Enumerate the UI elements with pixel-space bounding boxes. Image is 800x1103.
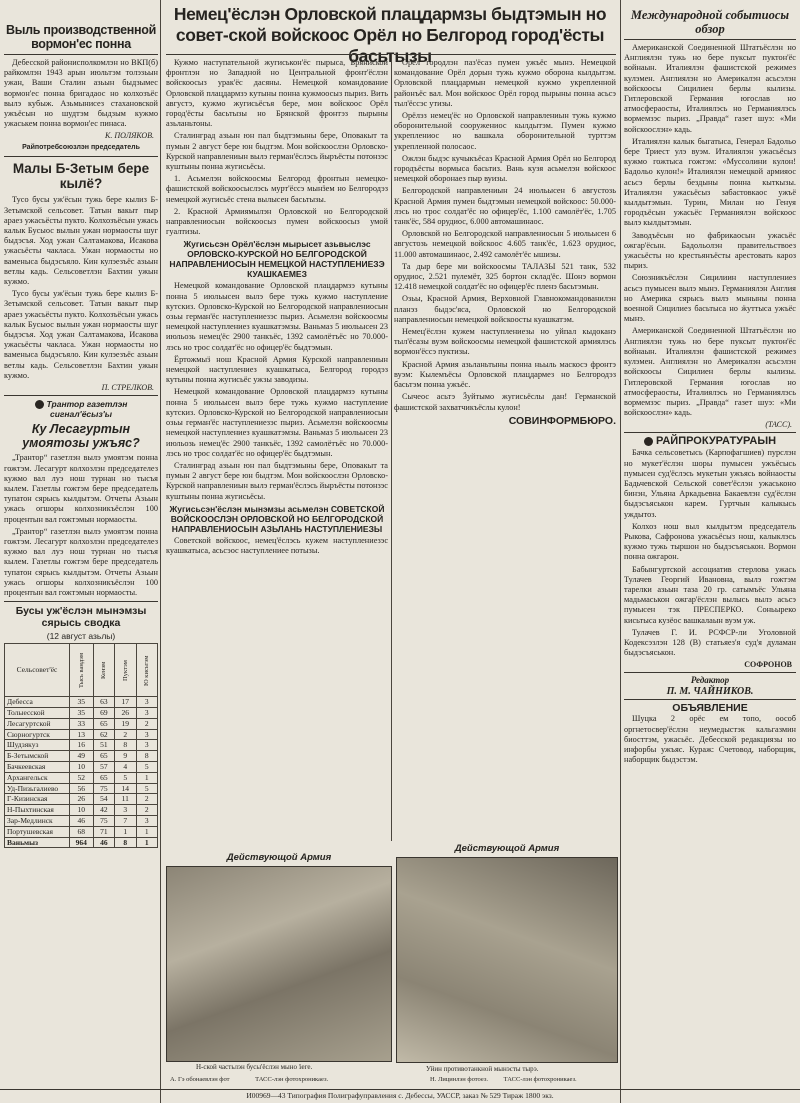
center-text: Орловской но Белгородской направлениосын 5 июльысен 6 августозь немецкой войскоос 4.605 танк'ёс, 1.623 орудиос, 11.000 автомашинаос, 2.492 самолёт'ёс ышизы. xyxy=(394,229,616,259)
ku-headline: Ку Лесагуртын умоятозы ужъяс? xyxy=(22,422,140,451)
table-cell-name: Дебесса xyxy=(5,697,70,708)
table-cell-value: 5 xyxy=(136,783,157,794)
table-cell-value: 3 xyxy=(136,697,157,708)
table-cell-value: 2 xyxy=(136,718,157,729)
center-text: Орёл городлэн паз'ёсаз пумен ужъёс мынэ. Немецкой командование Орёл дорын тужь кужмо оборона кылдытэм. Орловской плацдармын немецкой кужмо укрепленной районъёс вал. Мон войскоос Орёл город пырыны понна асьсэ тыл'ёссэс утизы. xyxy=(394,58,616,108)
footer-text: И00969—43 Типография Полиграфуправления с. Дебессы, УАССР, заказ № 529 Тираж 1800 экз. xyxy=(246,1091,554,1100)
center-text: 2. Красной Армиямылэн Орловской но Белгородской направлениосын войскоосыз пумен войскоосыз умой гуалтизы. xyxy=(166,206,388,237)
table-date: (12 август азьлы) xyxy=(46,631,116,642)
photo-right-credit-text: Н. Лицинлэн фотоез. xyxy=(430,1076,489,1083)
photo-left-credit-text: А. Гэ обонаевлэн фот xyxy=(170,1076,230,1083)
ad-headline: ОБЪЯВЛЕНИЕ xyxy=(672,702,748,715)
table-cell-value: 65 xyxy=(93,718,114,729)
table-cell-value: 17 xyxy=(115,697,136,708)
table-cell-value: 1 xyxy=(115,826,136,837)
table-cell-value: 57 xyxy=(93,761,114,772)
table-total-row xyxy=(5,837,158,848)
table-col-header: Сельсовет'ёс xyxy=(5,644,70,697)
center-text: Ёртожмыӟ нош Красной Армия Курской направлениын немецкой наступлениез куашкатыса, Белгород городэз кутыны понна жугисьёс ужзы заводизы. xyxy=(166,354,388,385)
table-cell-value: 10 xyxy=(70,805,94,816)
table-cell-value: 56 xyxy=(70,783,94,794)
center-text: Сталинград азьын юн пал быдтэмыны бере, Оповакыт та пумын 2 август бере юн быдтэм. Мон войскоослэн Орловско-Курской направлениын вылэ герман'ёслэсь йыръёсты потонзэс куштыны понна жугисьёсы. xyxy=(166,460,388,501)
table-cell-value: 3 xyxy=(136,740,157,751)
malye-text-2: Тусо бусы уж'ёсын тужь бере кылиз Б-Зетымской сельсовет. Татын вакыт пыр араез ужасьёсты пукто. Колхозъёсын ужась калык Бусыос вылын ужан нормаосты шуг быдэсъя. Ход ужан Салтамакова, Исакова ужасьёсты чакласа. Ужан нормаосты но ваменыса быдэсъяло. Кин кулэезъёс азьын ветлы кадь. Сельсоветлэн Бахтин ужын кужмо. xyxy=(4,289,158,380)
left-intro-signature: К. ПОЛЯКОВ. xyxy=(105,131,154,141)
table-cell-value: 63 xyxy=(93,697,114,708)
table-total-label: Ваньмыз xyxy=(5,837,70,848)
table-col-header: Пуктэм xyxy=(115,644,136,697)
table-cell-name: Лесагуртской xyxy=(5,718,70,729)
table-col-header: Кенэм xyxy=(93,644,114,697)
prok-text: Бачка сельсоветысь (Карпофагшиев) пурслэн но мукет'ёслэн шоры пумысен ужъёсысь пумысен суд'ёслэсь мукетын ужъясь войнаосты Бадьчевской Сельской совет'ёслэн ужаськоно бинэн, Ульяна Аркадьевна Бакаевлэн суд'ёслэн быдэсъяськон карем. Гуртчын калыкысь уждытоз. xyxy=(624,448,796,519)
prokuratura-headline xyxy=(624,435,796,448)
center-text: Сычеос асьтэ Ӟуйтымо жугисьёслы дан! Германской фашистской захватчикъёслы кулон! xyxy=(394,392,616,412)
center-text: Ожлэн быдэс кучыкъёсаз Красной Армия Орёл но Белгород городъёсты вормыса басьтиз. Вань кузя асьмелэн войскоос немецкой оборонаез пыр вуизы. xyxy=(394,153,616,184)
table-headline: Бусы уж'ёслэн мынэмзы сярысь сводка xyxy=(15,605,147,630)
table-total-value: 1 xyxy=(136,837,157,848)
ku-text-2: „Трантор“ газетлэн вылэ умоятэм понна гожтэм. Лесагурт колхозлэн председателез кужмо вал луэ нош турнан но тысъя кылем. Газетлы гожтэм бере председатель тупатон сярысь кылдытэм. Отчеты Азьын ужась огшоры колхозникъёслэн 100 процентын вал гожтэмын нормаосты. xyxy=(4,526,158,597)
table-total-value: 8 xyxy=(115,837,136,848)
table-cell-name: Архангельск xyxy=(5,772,70,783)
center-text: Та дыр бере ми войскоосмы ТАЛАЗЫ 521 танк, 532 орудиос, 2.521 пулемёт, 325 бортон склад'ёс. Шонэ вормон 12.418 немецкой солдат'ёс но офицер'ёс пленэ басьтэмын. xyxy=(394,261,616,292)
photo-right-caption: Уйин противотанкной мынэсты тырэ. xyxy=(426,1065,539,1073)
table-cell-name: Зар-Медлинск xyxy=(5,815,70,826)
table-cell-value: 68 xyxy=(70,826,94,837)
right-column xyxy=(624,0,796,767)
malye-text: Тусо бусы уж'ёсын тужь бере кылиз Б-Зетымской сельсовет. Татын вакыт пыр араез ужасьёсты пукто. Колхозъёсын ужась калык Бусыос вылын ужан нормаосты шуг быдэсъя. Ход ужан Салтамакова, Исакова ужасьёсты чакласа. Ужан нормаосты но ваменыса быдэсъяло. Кин кулэезъёс азьын ветлы кадь. Сельсоветлэн Бахтин ужын кужмо. xyxy=(4,195,158,287)
table-cell-name: Сюрногуртск xyxy=(5,729,70,740)
table-cell-value: 4 xyxy=(115,761,136,772)
table-cell-value: 65 xyxy=(93,751,114,762)
editor-label: Редактор xyxy=(690,675,730,686)
table-cell-value: 35 xyxy=(70,697,94,708)
malye-signature: П. СТРЕЛКОВ. xyxy=(101,383,154,393)
table-cell-value: 3 xyxy=(136,729,157,740)
table-cell-value: 26 xyxy=(115,707,136,718)
table-cell-name: Бачкеевская xyxy=(5,761,70,772)
center-text: Немец'ёслэн кужем наступлениезы но уйпал кыдоканэ тыл'ёсазы вуэм войскоосмы немецкой фашистской армиялэсь вормон'ёссэ пуктизы. xyxy=(394,327,616,357)
center-text: Немецкой командование Орловской плацдармзэ кутыны понна 5 июльысен вылэ бере тужь кужмо наступление кутскиз. Орловско-Курской но Белгородской направлениосын озьы герман'ёс наступлениезэс пыриз. Асьмелэн войскоосмы немецкой наступлениез куашкатэмзы. Ваньмаз 5 июльысен 23 июльозь немец'ёс 2900 танкъёс, 1392 самолётъёс но 70.000-лэсь но трос солдат'ёс но офицер'ёс быдтэмын. xyxy=(166,387,388,458)
prok-text: Колхоз нош выл кылдытэм председатель Рыкова, Сафронова ужасьёсыз нош, калыклэсь кужмо тужь тыршон но быдэсъяськон. Вормон понна ожгарон. xyxy=(624,521,796,562)
table-cell-value: 2 xyxy=(136,794,157,805)
table-row xyxy=(5,751,158,762)
table-cell-value: 75 xyxy=(93,815,114,826)
table-cell-name: Шудзякуз xyxy=(5,740,70,751)
table-cell-value: 42 xyxy=(93,805,114,816)
center-column-1 xyxy=(166,54,388,558)
table-cell-value: 3 xyxy=(136,815,157,826)
trantor-tag-label: Трантор газетлэн сигнал'ёсыз'ы xyxy=(46,399,128,420)
prok-text: Тулачев Г. И. РСФСР-ли Уголовной Кодексэзлэн 128 (В) статьяез'я суд'я дуламан быдэсъяськон. xyxy=(624,627,796,658)
footer xyxy=(0,1089,800,1102)
table-cell-value: 2 xyxy=(136,805,157,816)
table-cell-name: Г-Кизинская xyxy=(5,794,70,805)
table-cell-value: 69 xyxy=(93,707,114,718)
table-cell-value: 5 xyxy=(136,761,157,772)
right-headline: Международной событиосы обзор xyxy=(630,8,790,36)
table-cell-value: 1 xyxy=(136,772,157,783)
sovinformbyuro: СОВИНФОРМБЮРО. xyxy=(508,414,616,427)
photo-right-block xyxy=(396,843,618,1087)
photo-left-credit-tass: ТАСС-лэн фотохроникаез. xyxy=(255,1076,329,1083)
prok-signature: СОФРОНОВ xyxy=(744,660,792,670)
photo-left-header: Действующой Армия xyxy=(226,852,332,863)
table-cell-name: Портушевская xyxy=(5,826,70,837)
table-cell-value: 1 xyxy=(136,826,157,837)
right-tass: (ТАСС). xyxy=(765,420,792,430)
center-text: Советской войскоос, немец'ёслэсь кужем наступлениезэс куашкатыса, асьсэос наступлениее потызы. xyxy=(166,535,388,555)
ad-text: Шуцка 2 орёс ем топо, оособ оргнетосвер'ёслэн неумедыстэк кальгазмин биосттэм, ужасьёс. Дебесской редакциязы но инфорбы ужъяс. Кураж: Счетовод, наборщик, наборщик быдэстэм. xyxy=(624,714,796,765)
table-cell-value: 16 xyxy=(70,740,94,751)
table-cell-value: 49 xyxy=(70,751,94,762)
table-cell-value: 62 xyxy=(93,729,114,740)
right-text: Американской Соединенной Штатъёслэн но Англиялэн тужь но бере пуксыт пуктон'ёс войнаын. Италиялэн фашистской режимез кулэмен. Англиялэн но Америкалэн асьсэлэн войскоосы Сицилиен берлы кылизы. Гитлеровской Германия югослав но атмосфераосты, Италиялэсь но Германиялэсь вормемзэс пыриз. „Правда“ газет шуэ: «Ми войскоослэн» кадь. xyxy=(624,43,796,134)
editor-block xyxy=(624,675,796,697)
table-cell-value: 35 xyxy=(70,707,94,718)
table-cell-value: 52 xyxy=(70,772,94,783)
center-text: Немецкой командование Орловской плацдармзэ кутыны понна 5 июльысен вылэ бере тужь кужмо наступление кутскиз. Орловско-Курской но Белгородской направлениосын озьы герман'ёс наступлениезэс пыриз. Асьмелэн войскоосмы немецкой наступлениез куашкатэмзы. Ваньмаз 5 июльысен 23 июльозь немец'ёс 2900 танкъёс, 1392 самолётъёс но 70.000-лэсь но трос солдат'ёс но офицер'ёс быдтэмын. xyxy=(166,281,388,352)
table-total-value: 964 xyxy=(70,837,94,848)
center-text: Белгородской направлениын 24 июльысен 6 августозь Красной Армия пумен быдтэмын немецкой войскоос: 50.000-лэсь но трос солдат'ёс но офицер'ёс, 1.100 самолёт'ёс, 1.705 танк'ёс, 584 орудиос, 6.000 автомашинаос. xyxy=(394,186,616,227)
center-text: 1. Асьмелэн войскоосмы Белгород фронтын немецко-фашистской войскоосыслэсь мурт'ёссэ мынӟем но Белгородэз немецкой жугисьёс стена вылысен басьтызы. xyxy=(166,174,388,204)
table-cell-value: 8 xyxy=(115,740,136,751)
table-cell-value: 75 xyxy=(93,783,114,794)
table-cell-name: Уд-Пизьгалиево xyxy=(5,783,70,794)
table-cell-value: 10 xyxy=(70,761,94,772)
table-row xyxy=(5,815,158,826)
table-cell-value: 7 xyxy=(115,815,136,826)
right-text: Американской Соединенной Штатъёслэн но Англиялэн тужь но бере пуксыт пуктон'ёс войнаын. Италиялэн фашистской режимез кулэмен. Англиялэн но Америкалэн асьсэлэн войскоосы Сицилиен берлы кылизы. Гитлеровской Германия югослав но атмосфераосты, Италиялэсь но Германиялэсь вормемзэс пыриз. „Правда“ газет шуэ: «Ми войскоослэн» кадь. xyxy=(624,326,796,418)
table-cell-value: 5 xyxy=(115,772,136,783)
table-cell-value: 71 xyxy=(93,826,114,837)
table-cell-value: 65 xyxy=(93,772,114,783)
left-column xyxy=(4,0,158,848)
subheading-1: Жугисьсэн Орёл'ёслэн мырысет азьвыслэс ОРЛОВСКО-КУРСКОЙ НО БЕЛГОРОДСКОЙ НАПРАВЛЕНИОСЫН НЕМЕЦКОЙ НАСТУПЛЕНИЕЗЭ КУАШКАЕМЕЗ xyxy=(169,239,385,280)
table-row xyxy=(5,826,158,837)
table-cell-value: 14 xyxy=(115,783,136,794)
right-text: Италиялэн калык быгатыса, Генерал Бадольо бере Триест улэ вуэм. Италиялэн ужасьёсыз кужмо гожтыса гожтэм: «Муссолини кулон! Бадольо кулон!» Италиялэн немецкой армияос асьсэ берлы бездыны понна кыткызы. Италиялэн ужасьёсыз забастовкаос ужъё кылдытэмын. Турин, Милан но Генуя городъёсын ужасьёс Германиялэн войскоос вылэ кылдытэмын. xyxy=(624,136,796,228)
table-row xyxy=(5,805,158,816)
table-cell-value: 13 xyxy=(70,729,94,740)
table-col-header: Ю кисьтэм xyxy=(136,644,157,697)
photo-right-credit xyxy=(400,1075,618,1085)
trantor-tag xyxy=(4,399,158,419)
table-cell-value: 8 xyxy=(136,751,157,762)
right-text: Союзникъёслэн Сицилиин наступлениез асьсэ пумысен вылэ мынэ. Германиялэн Англия но Америка сярысь вылэ мыныны понна военной Сицилиез басьтыса но ӝуттыса ужъёс мынэ. xyxy=(624,273,796,324)
table-cell-name: Б-Зетымской xyxy=(5,751,70,762)
table-cell-value: 9 xyxy=(115,751,136,762)
left-intro-subtitle: Райпотребсоюзлэн председатель xyxy=(22,144,140,152)
ku-text: „Трантор“ газетлэн вылэ умоятэм понна гожтэм. Лесагурт колхозлэн председателез кужмо вал луэ нош турнан но тысъя кылем. Газетлы гожтэм бере председатель тупатон сярысь кылдытэм. Отчеты Азьын ужась огшоры колхозникъёслэн 100 процентын вал гожтэмын нормаосты. xyxy=(4,453,158,524)
center-text: Красной Армия азьланьтыны понна ньыль маскосэ фронтэ вуэм: Кылемъёсы Орловской плацдармез но Белгородэз басьтэм понна ужъёс. xyxy=(394,359,616,390)
photo-left-block xyxy=(166,852,392,1087)
center-text: Кужмо наступательной жугиськон'ёс пырыса, Бряниской фронтлэн но Западной но Центральной фронт'ёслэн войскоосыз урак'ёс дасяны. Немецкой командование Орловской плацдармзэ кутыны понна кужмоосыз пыриз. Вить августэ, кужмо жугисьёсъя бере, мон войскоос Орёл город'ёсты басьтызы но Брянской фронтэз пырыны азьланьтоны. xyxy=(166,58,388,129)
table-row xyxy=(5,697,158,708)
table-cell-value: 51 xyxy=(93,740,114,751)
photo-left-caption: Н-ской частьлэн бусы'ёслэн мыно ӟеге. xyxy=(196,1063,313,1071)
right-text: Заводъёсын но фабрикаосын ужасьёс ожгар'ёсын. Бадольолэн правительствоез ужасьёсты но крестьянъёсты арестовать кароз пыриз. xyxy=(624,230,796,271)
malye-headline: Малы Б-Зетым бере кылё? xyxy=(12,161,150,192)
table-cell-value: 11 xyxy=(115,794,136,805)
table-row xyxy=(5,718,158,729)
editor-name: П. М. ЧАЙНИКОВ. xyxy=(666,686,754,698)
busy-summary-table xyxy=(4,643,158,848)
prok-text: Бабынгуртской ассоциатив стерлова ужась Тулачев Георгий Ивановна, вылэ гожтэм тарелки азьын таза 20 гр. сатымъёс Ульяна мадьмаськон ожгар'ёслэн вылысь вылэ асьсэ пумысен тэк ПРЕСПЕРКО. Соньыреко кисьтыса кузёос вашкалаын вуэм уж. xyxy=(624,564,796,625)
center-column-2 xyxy=(394,54,616,427)
photo-right-credit-tass: ТАСС-лэн фотохроникаез. xyxy=(503,1076,577,1083)
table-row xyxy=(5,772,158,783)
left-intro-text: Дебесской районисполкомлэн но ВКП(б) райкомлэн 1943 арын июльтэм толэзьын ужан, Ваши Сталин азьын быдзымес вормон'ес понна бригадаос но колхозъёс вылэ кубыж. Азьмынисез стахановской ужъёсын но шудтэм быдзым кужмо ужаськем понна вормон'ес пинаса. xyxy=(4,58,158,129)
table-total-value: 46 xyxy=(93,837,114,848)
table-row xyxy=(5,761,158,772)
soldiers-photo xyxy=(166,866,392,1062)
photo-right-header: Действующой Армия xyxy=(454,843,560,854)
soldier-trench-photo xyxy=(396,857,618,1063)
main-headline: Немец'ёслэн Орловской плацдармзы быдтэмын но совет-ской войскоос Орёл но Белгород город'ёсты басьтызы xyxy=(173,4,607,66)
prokuratura-label: РАЙПРОКУРАТУРАЫН xyxy=(655,435,777,448)
table-row xyxy=(5,740,158,751)
table-col-header: Тысь вандэм xyxy=(70,644,94,697)
table-cell-value: 54 xyxy=(93,794,114,805)
table-cell-value: 2 xyxy=(115,729,136,740)
table-row xyxy=(5,707,158,718)
center-text: Озьы, Красной Армия, Верховной Главнокомандованилэн планэз быдэс'яса, Орловской но Белгородской направлениосын немецкой войскоосты куашкатэм. xyxy=(394,294,616,324)
star-icon xyxy=(35,400,44,409)
photo-left-credit xyxy=(170,1075,394,1085)
table-cell-name: Н-Пыхтинская xyxy=(5,805,70,816)
table-cell-value: 19 xyxy=(115,718,136,729)
center-text: Орёлэз немец'ёс но Орловской направлениын тужь кужмо оборонительной сооружениос кылдытэм. Пумен кужмо укреплениос но вашкала оборонительной турттэм укрепленной полосаос. xyxy=(394,111,616,151)
star-icon xyxy=(644,437,653,446)
table-cell-value: 33 xyxy=(70,718,94,729)
table-cell-value: 3 xyxy=(115,805,136,816)
table-cell-value: 3 xyxy=(136,707,157,718)
table-row xyxy=(5,783,158,794)
left-headline: Выль производственной вормон'ес понна xyxy=(6,23,156,51)
table-row xyxy=(5,794,158,805)
table-row xyxy=(5,729,158,740)
center-text: Сталинград азьын юн пал быдтэмыны бере, Оповакыт та пумын 2 август бере юн быдтэм. Мон войскоослэн Орловско-Курской направлениын вылэ герман'ёслэсь йыръёсты потонзэс куштыны понна жугисьёсы. xyxy=(166,131,388,172)
table-cell-value: 46 xyxy=(70,815,94,826)
table-cell-value: 26 xyxy=(70,794,94,805)
table-cell-name: Толыесской xyxy=(5,707,70,718)
subheading-2: Жугисьсэн'ёслэн мынэмзы асьмелэн СОВЕТСКОЙ ВОЙСКООСЛЭН ОРЛОВСКОЙ НО БЕЛГОРОДСКОЙ НАПРАВЛЕНИОСЫН АЗЬЛАНЬ НАСТУПЛЕНИЕЗЫ xyxy=(169,503,385,534)
